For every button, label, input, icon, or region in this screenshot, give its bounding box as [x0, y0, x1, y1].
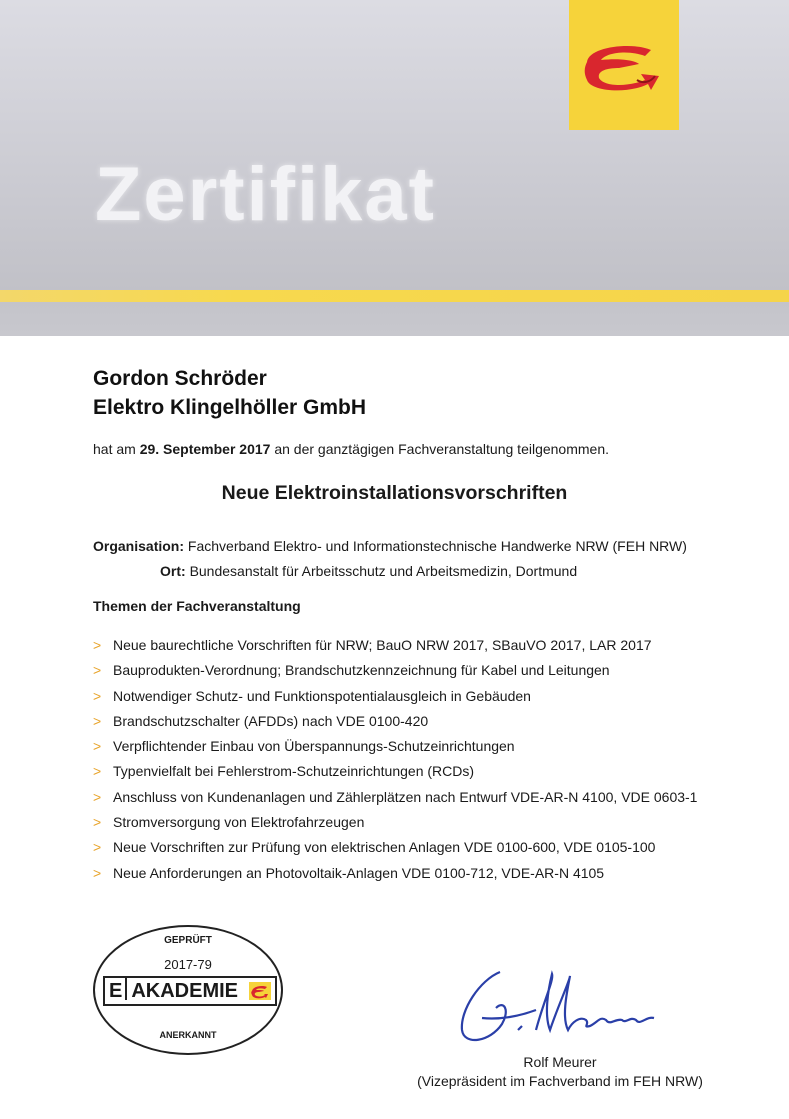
header-bottom-band	[0, 302, 789, 336]
chevron-right-icon: >	[93, 687, 102, 704]
list-item: > Stromversorgung von Elektrofahrzeugen	[93, 810, 697, 835]
list-item: > Neue baurechtliche Vorschriften für NRW; BauO NRW 2017, SBauVO 2017, LAR 2017	[93, 633, 697, 658]
organisation-label: Organisation:	[93, 538, 185, 554]
seal-brand-text: AKADEMIE	[131, 980, 239, 1002]
logo-box	[569, 0, 679, 130]
seal-bottom-text: ANERKANNT	[159, 1030, 217, 1040]
chevron-right-icon: >	[93, 712, 102, 729]
chevron-right-icon: >	[93, 864, 102, 881]
e-akademie-seal	[93, 925, 283, 1055]
list-item: > Neue Vorschriften zur Prüfung von elektrischen Anlagen VDE 0100-600, VDE 0105-100	[93, 835, 697, 860]
signatory-role: (Vizepräsident im Fachverband im FEH NRW)	[417, 1073, 703, 1089]
e-marke-logo-icon	[249, 982, 271, 1000]
e-marke-logo-icon	[579, 40, 669, 95]
signatory-name: Rolf Meurer	[523, 1054, 597, 1070]
intro-after: an der ganztägigen Fachveranstaltung teilgenommen.	[270, 441, 610, 457]
list-item: > Neue Anforderungen an Photovoltaik-Anlagen VDE 0100-712, VDE-AR-N 4105	[93, 861, 697, 886]
list-item: > Brandschutzschalter (AFDDs) nach VDE 0100-420	[93, 709, 697, 734]
chevron-right-icon: >	[93, 637, 102, 653]
chevron-right-icon: >	[93, 738, 102, 755]
event-title: Neue Elektroinstallationsvorschriften	[221, 482, 568, 504]
seal-brand-divider	[125, 978, 127, 1000]
list-item: > Typenvielfalt bei Fehlerstrom-Schutzeinrichtungen (RCDs)	[93, 759, 697, 784]
seal-code: 2017-79	[164, 957, 212, 972]
participant-name: Gordon Schröder	[93, 367, 267, 390]
ort-label: Ort:	[160, 563, 186, 579]
seal-top-text: GEPRÜFT	[164, 935, 212, 946]
intro-text	[93, 441, 609, 457]
topics-list	[93, 633, 697, 886]
topics-heading: Themen der Fachveranstaltung	[93, 598, 301, 614]
chevron-right-icon: >	[93, 788, 102, 805]
seal-brand-e: E	[109, 980, 123, 1002]
ort-value: Bundesanstalt für Arbeitsschutz und Arbeitsmedizin, Dortmund	[189, 563, 578, 579]
chevron-right-icon: >	[93, 839, 102, 856]
certificate-title: Zertifikat	[95, 152, 436, 237]
intro-before: hat am	[93, 441, 140, 457]
ort-row	[160, 563, 577, 579]
chevron-right-icon: >	[93, 662, 102, 679]
chevron-right-icon: >	[93, 814, 102, 831]
chevron-right-icon: >	[93, 763, 102, 780]
participant-company: Elektro Klingelhöller GmbH	[93, 396, 367, 419]
list-item: > Anschluss von Kundenanlagen und Zählerplätzen nach Entwurf VDE-AR-N 4100, VDE 0603-1	[93, 785, 697, 810]
list-item: > Bauprodukten-Verordnung; Brandschutzkennzeichnung für Kabel und Leitungen	[93, 658, 697, 683]
header-accent-line	[0, 290, 789, 302]
event-date: 29. September 2017	[139, 441, 271, 457]
list-item: > Notwendiger Schutz- und Funktionspotentialausgleich in Gebäuden	[93, 684, 697, 709]
seal-brand	[103, 976, 277, 1006]
organisation-value: Fachverband Elektro- und Informationstechnische Handwerke NRW (FEH NRW)	[187, 538, 687, 554]
handwritten-signature	[440, 960, 700, 1065]
list-item: > Verpflichtender Einbau von Überspannungs-Schutzeinrichtungen	[93, 734, 697, 759]
organisation-row	[93, 538, 687, 554]
